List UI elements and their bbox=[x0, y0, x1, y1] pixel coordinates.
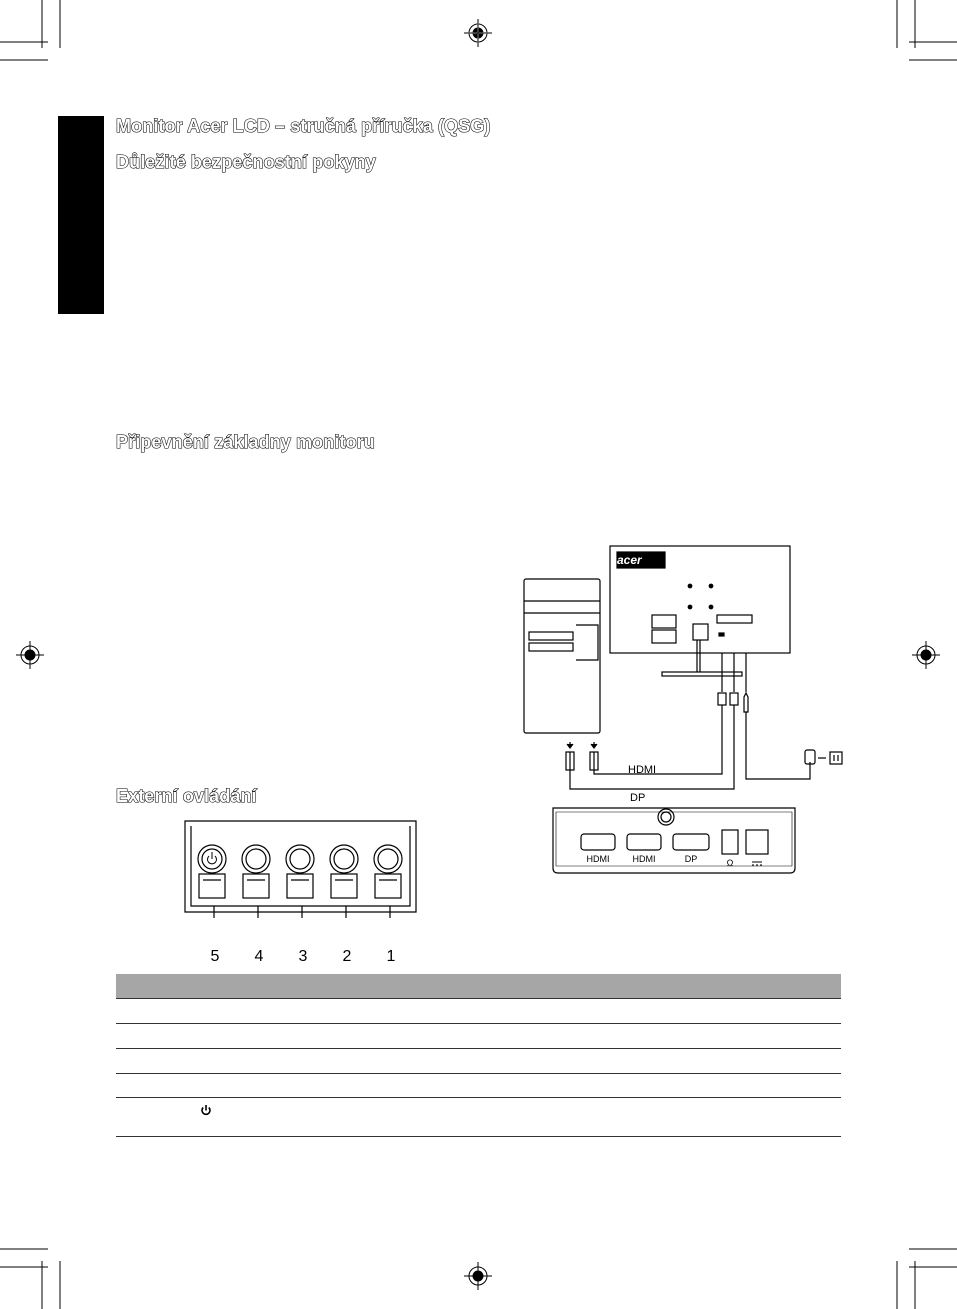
control-number-3: 3 bbox=[298, 948, 308, 965]
external-controls-diagram bbox=[182, 818, 422, 918]
registration-mark-top bbox=[464, 19, 492, 47]
port-label-hdmi-1: HDMI bbox=[586, 854, 610, 864]
port-label-hdmi-2: HDMI bbox=[632, 854, 656, 864]
table-row-divider bbox=[116, 1097, 841, 1098]
controls-table-header bbox=[116, 974, 841, 998]
control-button-1 bbox=[374, 845, 402, 898]
control-button-4 bbox=[242, 845, 270, 898]
language-side-tab bbox=[58, 116, 104, 314]
control-number-2: 2 bbox=[342, 948, 352, 965]
control-number-1: 1 bbox=[386, 948, 396, 965]
base-attach-heading: Připevnění základny monitoru bbox=[116, 432, 375, 452]
table-row-divider bbox=[116, 998, 841, 999]
page-title: Monitor Acer LCD – stručná příručka (QSG) bbox=[116, 116, 491, 136]
table-row-divider bbox=[116, 1073, 841, 1074]
control-number-5: 5 bbox=[210, 948, 220, 965]
control-button-3 bbox=[286, 845, 314, 898]
table-row-divider bbox=[116, 1136, 841, 1137]
registration-mark-bottom bbox=[464, 1262, 492, 1290]
dc-power-icon bbox=[752, 862, 762, 865]
port-label-dp: DP bbox=[684, 854, 698, 864]
registration-mark-left bbox=[16, 641, 44, 669]
control-button-2 bbox=[330, 845, 358, 898]
connection-diagram bbox=[515, 540, 875, 880]
table-row-divider bbox=[116, 1048, 841, 1049]
pc-tower bbox=[524, 579, 600, 733]
external-controls-heading: Externí ovládání bbox=[116, 786, 257, 806]
hdmi-cable-label: HDMI bbox=[628, 764, 657, 776]
acer-logo: acer bbox=[617, 553, 642, 567]
control-number-4: 4 bbox=[254, 948, 264, 965]
power-icon bbox=[208, 852, 217, 864]
table-power-icon bbox=[200, 1104, 212, 1116]
table-row-divider bbox=[116, 1023, 841, 1024]
safety-heading: Důležité bezpečnostní pokyny bbox=[116, 152, 376, 172]
audio-port-symbol: Ω bbox=[726, 858, 734, 868]
dp-cable-label: DP bbox=[630, 792, 646, 804]
registration-mark-right bbox=[912, 641, 940, 669]
